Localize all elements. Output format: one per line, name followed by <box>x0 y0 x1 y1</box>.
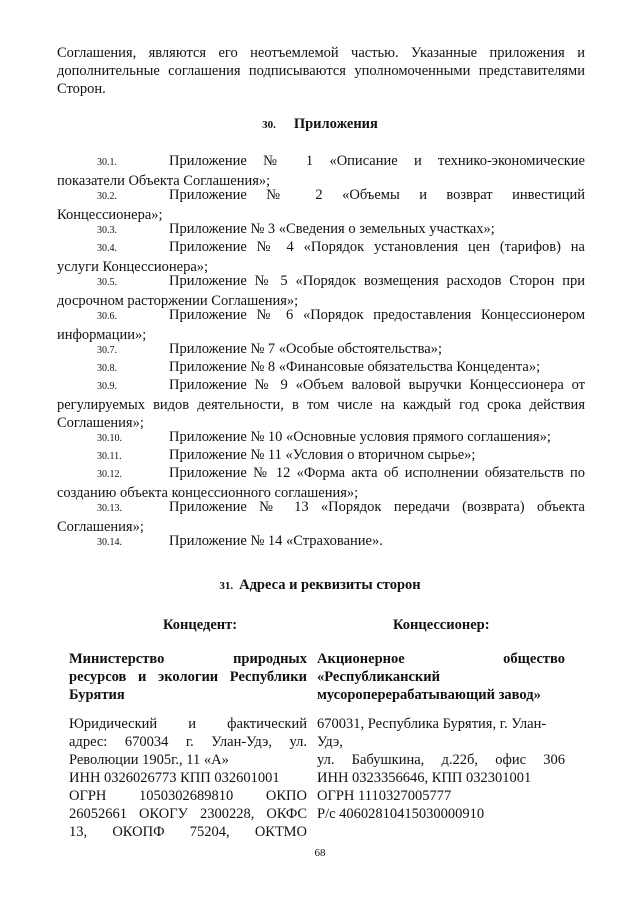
grantor-detail-line: 13, ОКОПФ 75204, ОКТМО <box>69 824 307 840</box>
grantor-name-line: Бурятия <box>69 687 125 703</box>
grantor-details <box>69 715 307 841</box>
appendix-item <box>57 272 585 310</box>
appendix-number: 30.11. <box>97 451 122 462</box>
appendix-item <box>57 532 585 552</box>
appendix-text-continued: информации»; <box>57 327 147 343</box>
concessionaire-detail-line: ИНН 0323356646, КПП 032301001 <box>317 770 532 786</box>
appendix-text: Приложение № 9 «Объем валовой выручки Концессионера от <box>169 377 585 393</box>
appendix-text-continued: показатели Объекта Соглашения»; <box>57 173 271 189</box>
appendix-text-continued: регулируемых видов деятельности, в том числе на каждый год срока действия <box>57 397 585 413</box>
page-number: 68 <box>314 847 326 859</box>
section-title: Адреса и реквизиты сторон <box>239 577 421 593</box>
intro-line: дополнительные соглашения подписываются уполномоченными представителями <box>57 63 585 79</box>
concessionaire-name-line: Акционерное общество <box>317 651 565 667</box>
grantor-detail-line: 26052661 ОКОГУ 2300228, ОКФС <box>69 806 307 822</box>
grantor-name-line: Министерство природных <box>69 651 307 667</box>
section-31-heading <box>0 577 640 594</box>
appendix-text-continued: Соглашения»; <box>57 415 144 431</box>
intro-line: Сторон. <box>57 81 106 97</box>
grantor-detail-line: Юридический и фактический <box>69 716 307 732</box>
appendix-text: Приложение № 4 «Порядок установления цен (тарифов) на <box>169 239 585 255</box>
appendix-item <box>57 446 585 466</box>
appendix-item <box>57 376 585 432</box>
appendix-number: 30.10. <box>97 433 122 444</box>
section-title: Приложения <box>293 116 378 132</box>
appendix-text: Приложение № 6 «Порядок предоставления Концессионером <box>169 307 585 323</box>
appendix-text-continued: созданию объекта концессионного соглашения»; <box>57 485 359 501</box>
section-number: 31. <box>219 580 234 592</box>
appendix-text: Приложение № 10 «Основные условия прямого соглашения»; <box>169 429 551 445</box>
appendix-text: Приложение № 11 «Условия о вторичном сырье»; <box>169 447 476 463</box>
grantor-detail-line: адрес: 670034 г. Улан-Удэ, ул. <box>69 734 307 750</box>
appendix-text: Приложение № 2 «Объемы и возврат инвестиций <box>169 187 585 203</box>
appendix-item <box>57 152 585 190</box>
grantor-detail-line: ИНН 0326026773 КПП 032601001 <box>69 770 280 786</box>
concessionaire-details <box>317 715 565 823</box>
intro-line: Соглашения, являются его неотъемлемой частью. Указанные приложения и <box>57 45 585 61</box>
grantor-heading: Концедент: <box>163 617 238 633</box>
appendix-item <box>57 428 585 448</box>
appendix-item <box>57 238 585 276</box>
appendix-item <box>57 340 585 360</box>
grantor-detail-line: Революции 1905г., 11 «А» <box>69 752 229 768</box>
appendix-number: 30.9. <box>97 381 117 392</box>
concessionaire-detail-line: ОГРН 1110327005777 <box>317 788 452 804</box>
appendix-number: 30.6. <box>97 311 117 322</box>
appendix-number: 30.7. <box>97 345 117 356</box>
appendix-number: 30.4. <box>97 243 117 254</box>
appendix-number: 30.14. <box>97 537 122 548</box>
appendix-text: Приложение № 1 «Описание и технико-экономические <box>169 153 585 169</box>
concessionaire-detail-line: ул. Бабушкина, д.22б, офис 306 <box>317 752 565 768</box>
appendix-number: 30.1. <box>97 157 117 168</box>
section-number: 30. <box>262 119 276 131</box>
appendix-item <box>57 186 585 224</box>
appendix-text: Приложение № 14 «Страхование». <box>169 533 383 549</box>
appendix-text: Приложение № 12 «Форма акта об исполнении обязательств по <box>169 465 585 481</box>
appendix-text: Приложение № 3 «Сведения о земельных участках»; <box>169 221 495 237</box>
appendix-number: 30.8. <box>97 363 117 374</box>
grantor-name-line: ресурсов и экологии Республики <box>69 669 307 685</box>
appendix-number: 30.5. <box>97 277 117 288</box>
appendix-text: Приложение № 8 «Финансовые обязательства Концедента»; <box>169 359 541 375</box>
appendix-text-continued: досрочном расторжении Соглашения»; <box>57 293 299 309</box>
appendix-number: 30.3. <box>97 225 117 236</box>
section-30-heading <box>0 116 640 133</box>
concessionaire-name-line: мусороперерабатывающий завод» <box>317 687 541 703</box>
appendix-number: 30.12. <box>97 469 122 480</box>
appendix-text-continued: услуги Концессионера»; <box>57 259 209 275</box>
intro-paragraph <box>57 44 585 98</box>
appendix-number: 30.2. <box>97 191 117 202</box>
concessionaire-detail-line: Удэ, <box>317 734 343 750</box>
grantor-detail-line: ОГРН 1050302689810 ОКПО <box>69 788 307 804</box>
appendix-item <box>57 220 585 240</box>
appendix-item <box>57 498 585 536</box>
appendix-text: Приложение № 13 «Порядок передачи (возврата) объекта <box>169 499 585 515</box>
concessionaire-name <box>317 650 565 704</box>
appendix-text-continued: Концессионера»; <box>57 207 163 223</box>
concessionaire-detail-line: Р/с 40602810415030000910 <box>317 806 485 822</box>
appendix-text-continued: Соглашения»; <box>57 519 144 535</box>
concessionaire-heading: Концессионер: <box>393 617 490 633</box>
appendix-text: Приложение № 7 «Особые обстоятельства»; <box>169 341 442 357</box>
grantor-name <box>69 650 307 704</box>
appendix-item <box>57 306 585 344</box>
concessionaire-detail-line: 670031, Республика Бурятия, г. Улан- <box>317 716 547 732</box>
appendix-item <box>57 358 585 378</box>
appendix-text: Приложение № 5 «Порядок возмещения расходов Сторон при <box>169 273 585 289</box>
appendix-number: 30.13. <box>97 503 122 514</box>
concessionaire-name-line: «Республиканский <box>317 669 440 685</box>
appendix-item <box>57 464 585 502</box>
